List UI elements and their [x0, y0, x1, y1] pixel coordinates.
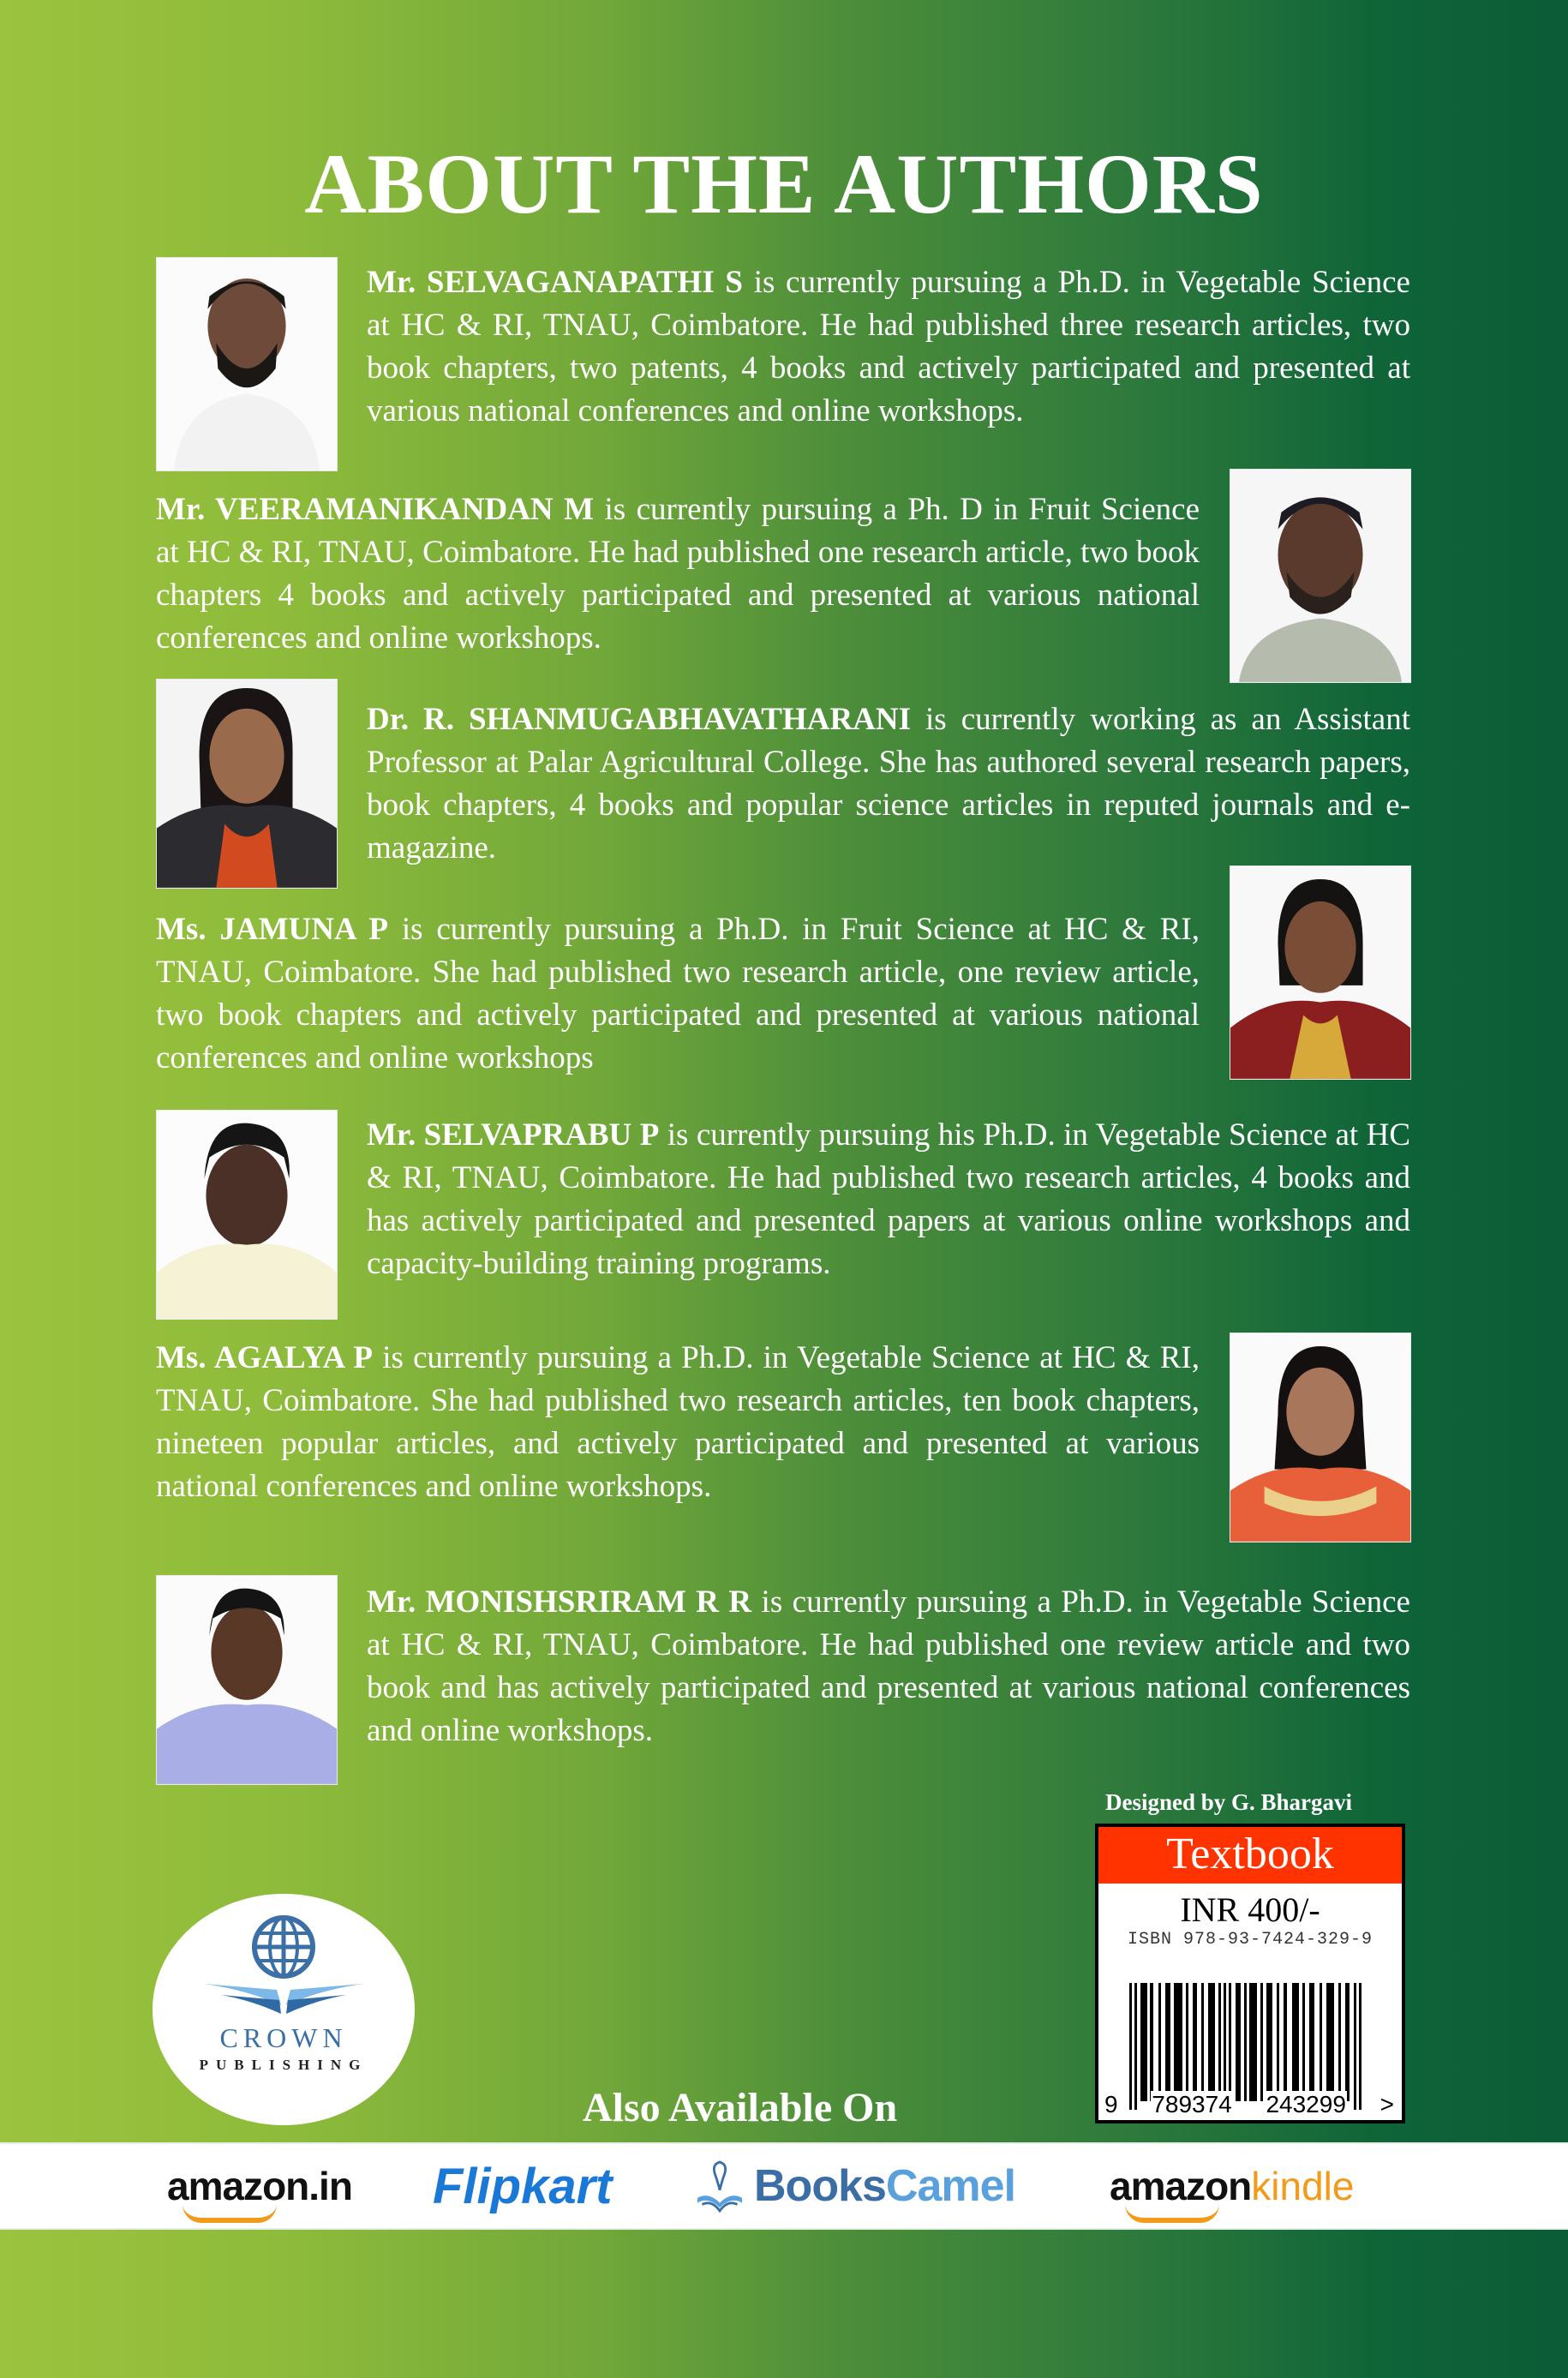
person-portrait-icon: [157, 258, 337, 470]
author-name: Ms. AGALYA P: [156, 1340, 374, 1375]
author-name: Mr. MONISHSRIRAM R R: [367, 1584, 752, 1620]
category-label: Textbook: [1098, 1827, 1402, 1884]
publisher-subname: PUBLISHING: [199, 2057, 368, 2073]
author-bio-text: is currently pursuing a Ph. D in Fruit Science at HC & RI, TNAU, Coimbatore. He had published one research article, two book chapters 4 books and actively participated and presented at various national conferences and online workshops.: [156, 492, 1200, 656]
amazon-smile-icon: [1125, 2204, 1219, 2223]
author-bio-1: [367, 261, 1410, 433]
publisher-logo: [153, 1894, 415, 2125]
author-photo-jamuna: [1230, 866, 1411, 1080]
isbn-label: ISBN 978-93-7424-329-9: [1127, 1930, 1373, 1950]
person-portrait-icon: [157, 1111, 337, 1319]
author-name: Mr. VEERAMANIKANDAN M: [156, 492, 595, 527]
author-bio-text: is currently pursuing a Ph.D. in Vegetable Science at HC & RI, TNAU, Coimbatore. She had published two research articles, ten book chapters, nineteen popular articles, and actively participated and presented at various national conferences and online workshops.: [156, 1340, 1200, 1504]
person-portrait-icon: [1230, 1333, 1410, 1542]
retailer-amazon-kindle[interactable]: amazonkindle: [1110, 2144, 1354, 2228]
person-portrait-icon: [1230, 866, 1410, 1079]
author-bio-text: is currently pursuing a Ph.D. in Vegetable Science at HC & RI, TNAU, Coimbatore. He had published one review article and two book and has actively participated and presented at various national conferences and online workshops.: [367, 1584, 1410, 1748]
person-portrait-icon: [157, 680, 337, 888]
author-name: Ms. JAMUNA P: [156, 912, 389, 947]
author-bio-7: [367, 1581, 1410, 1752]
retailer-flipkart[interactable]: Flipkart: [433, 2158, 613, 2214]
author-bio-5: [367, 1114, 1410, 1285]
author-photo-veeramanikandan: [1230, 469, 1411, 683]
amazon-smile-icon: [183, 2204, 277, 2223]
author-bio-4: [156, 908, 1200, 1080]
isbn-price-box: [1095, 1824, 1405, 2123]
price-label: INR 400/-: [1180, 1890, 1320, 1929]
author-bio-text: is currently working as an Assistant Professor at Palar Agricultural College. She has authored several research papers, book chapters, 4 books and popular science articles in reputed journals and e-magazine.: [367, 702, 1410, 866]
author-photo-agalya: [1230, 1333, 1411, 1542]
author-photo-monishsriram: [156, 1575, 338, 1785]
page-title: ABOUT THE AUTHORS: [304, 136, 1264, 231]
retailer-bookscamel[interactable]: BooksCamel: [696, 2144, 1015, 2228]
publisher-name: CROWN: [219, 2022, 348, 2053]
globe-book-icon: [153, 1894, 415, 2022]
author-name: Mr. SELVAGANAPATHI S: [367, 265, 743, 300]
author-bio-text: is currently pursuing a Ph.D. in Fruit Science at HC & RI, TNAU, Coimbatore. She had published two research article, one review article, two book chapters and actively participated and presented at various national conferences and online workshops: [156, 912, 1200, 1075]
author-name: Dr. R. SHANMUGABHAVATHARANI: [367, 702, 911, 737]
author-bio-text: is currently pursuing a Ph.D. in Vegetable Science at HC & RI, TNAU, Coimbatore. He had published three research articles, two book chapters, two patents, 4 books and actively participated and presented at various national conferences and online workshops.: [367, 265, 1410, 428]
open-book-camel-icon: [696, 2158, 744, 2214]
author-bio-text: is currently pursuing his Ph.D. in Vegetable Science at HC & RI, TNAU, Coimbatore. He had published two research articles, 4 books and has actively participated and presented papers at various online workshops and capacity-building training programs.: [367, 1117, 1410, 1281]
person-portrait-icon: [1230, 470, 1410, 682]
retailer-strip: [0, 2142, 1568, 2230]
author-name: Mr. SELVAPRABU P: [367, 1117, 660, 1153]
designer-credit: Designed by G. Bhargavi: [1105, 1789, 1353, 1815]
also-available-heading: Also Available On: [583, 2085, 898, 2130]
author-photo-selvaprabu: [156, 1110, 338, 1320]
author-bio-3: [367, 698, 1410, 870]
retailer-amazon-in[interactable]: amazon.in: [167, 2144, 352, 2228]
author-photo-shanmugabhavatharani: [156, 679, 338, 889]
author-photo-selvaganapathi: [156, 257, 338, 471]
author-bio-2: [156, 488, 1200, 660]
barcode-digits: 9 789374 243299 >: [1104, 2091, 1394, 2117]
person-portrait-icon: [157, 1576, 337, 1784]
author-bio-6: [156, 1337, 1200, 1508]
